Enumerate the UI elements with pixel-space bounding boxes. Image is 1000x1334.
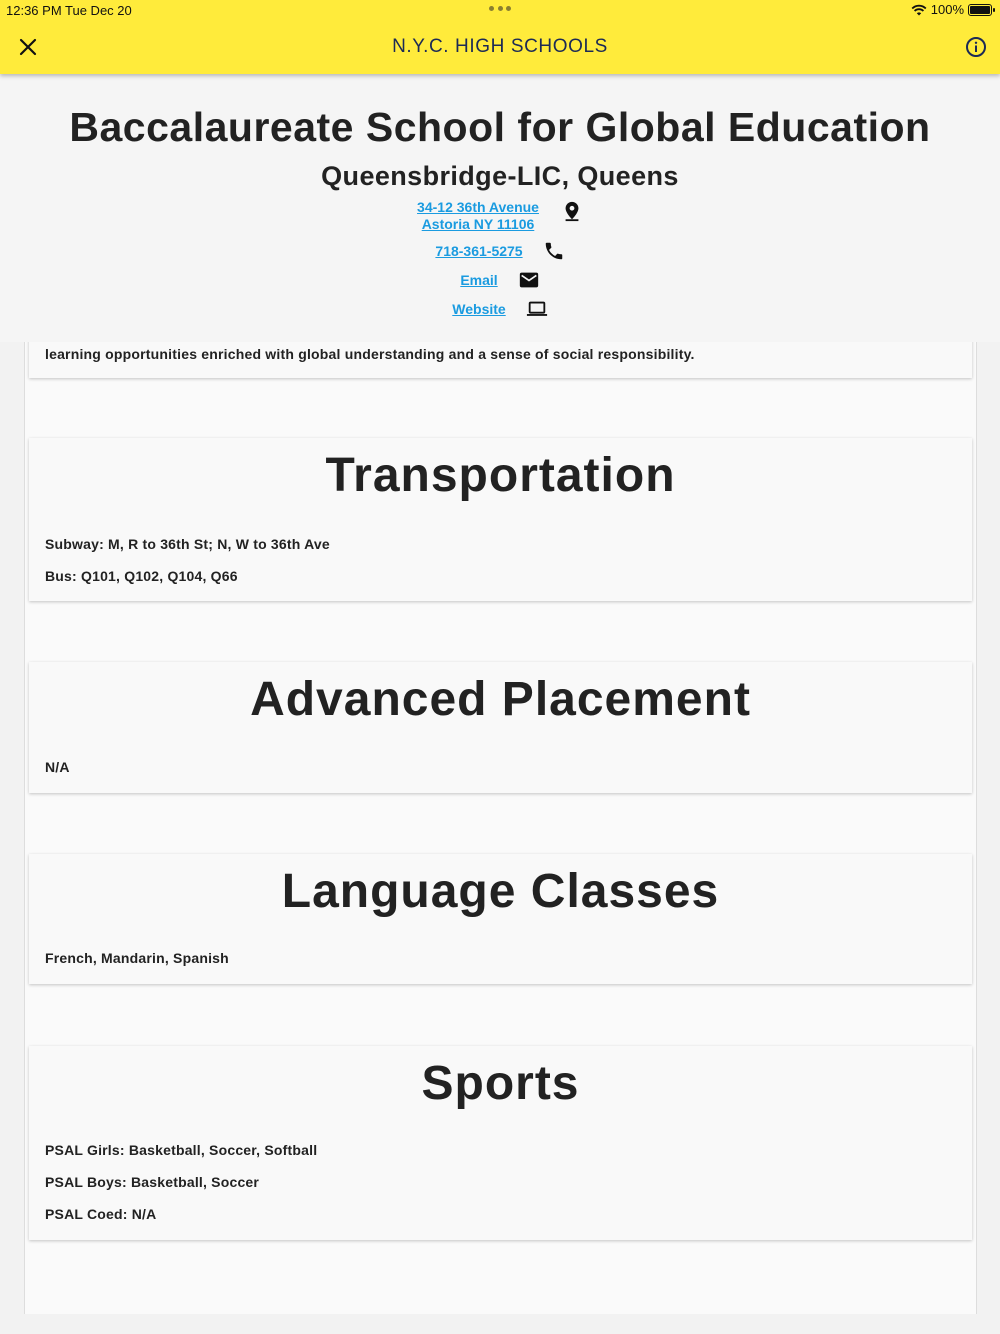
transportation-card — [29, 438, 972, 601]
subway-info: Subway: M, R to 36th St; N, W to 36th Ave — [45, 536, 330, 552]
school-details-scroll[interactable] — [24, 342, 977, 1314]
advanced-placement-title: Advanced Placement — [250, 673, 751, 726]
laptop-icon[interactable] — [526, 298, 548, 320]
address-line-1: 34-12 36th Avenue — [417, 199, 539, 215]
phone-link[interactable]: 718-361-5275 — [435, 242, 523, 259]
sports-boys: PSAL Boys: Basketball, Soccer — [45, 1174, 260, 1190]
status-time: 12:36 PM Tue Dec 20 — [6, 3, 132, 18]
overview-card — [29, 342, 972, 378]
address-link[interactable] — [417, 199, 539, 233]
sports-card — [29, 1046, 972, 1240]
phone-icon[interactable] — [543, 240, 565, 262]
phone-row — [0, 240, 1000, 262]
sports-girls: PSAL Girls: Basketball, Soccer, Softball — [45, 1142, 318, 1158]
school-name: Baccalaureate School for Global Education — [69, 104, 931, 150]
language-classes-card — [29, 854, 972, 984]
email-row — [0, 269, 1000, 291]
advanced-placement-card — [29, 662, 972, 793]
school-neighborhood: Queensbridge-LIC, Queens — [321, 161, 679, 191]
navigation-bar — [0, 0, 1000, 74]
address-row — [0, 199, 1000, 233]
bus-info: Bus: Q101, Q102, Q104, Q66 — [45, 568, 238, 584]
info-icon[interactable] — [964, 35, 988, 59]
nav-title: N.Y.C. HIGH SCHOOLS — [392, 36, 608, 57]
email-link[interactable]: Email — [460, 271, 498, 288]
battery-icon — [968, 4, 992, 16]
location-pin-icon[interactable] — [561, 200, 583, 222]
envelope-icon[interactable] — [518, 269, 540, 291]
status-indicators — [911, 2, 992, 17]
website-link[interactable]: Website — [452, 300, 506, 317]
bottom-safe-area — [0, 1314, 1000, 1334]
website-row — [0, 298, 1000, 320]
battery-percent: 100% — [930, 2, 964, 17]
language-classes-text: French, Mandarin, Spanish — [45, 950, 229, 966]
sports-title: Sports — [421, 1057, 580, 1110]
language-classes-title: Language Classes — [281, 865, 720, 918]
overview-text: learning opportunities enriched with global understanding and a sense of social responsibility. — [45, 346, 695, 362]
advanced-placement-text: N/A — [45, 759, 70, 775]
school-header — [0, 74, 1000, 342]
wifi-icon — [911, 4, 927, 16]
multitasking-dots-icon[interactable] — [489, 4, 511, 12]
transportation-title: Transportation — [325, 449, 676, 502]
address-line-2: Astoria NY 11106 — [421, 216, 535, 232]
sports-coed: PSAL Coed: N/A — [45, 1206, 157, 1222]
